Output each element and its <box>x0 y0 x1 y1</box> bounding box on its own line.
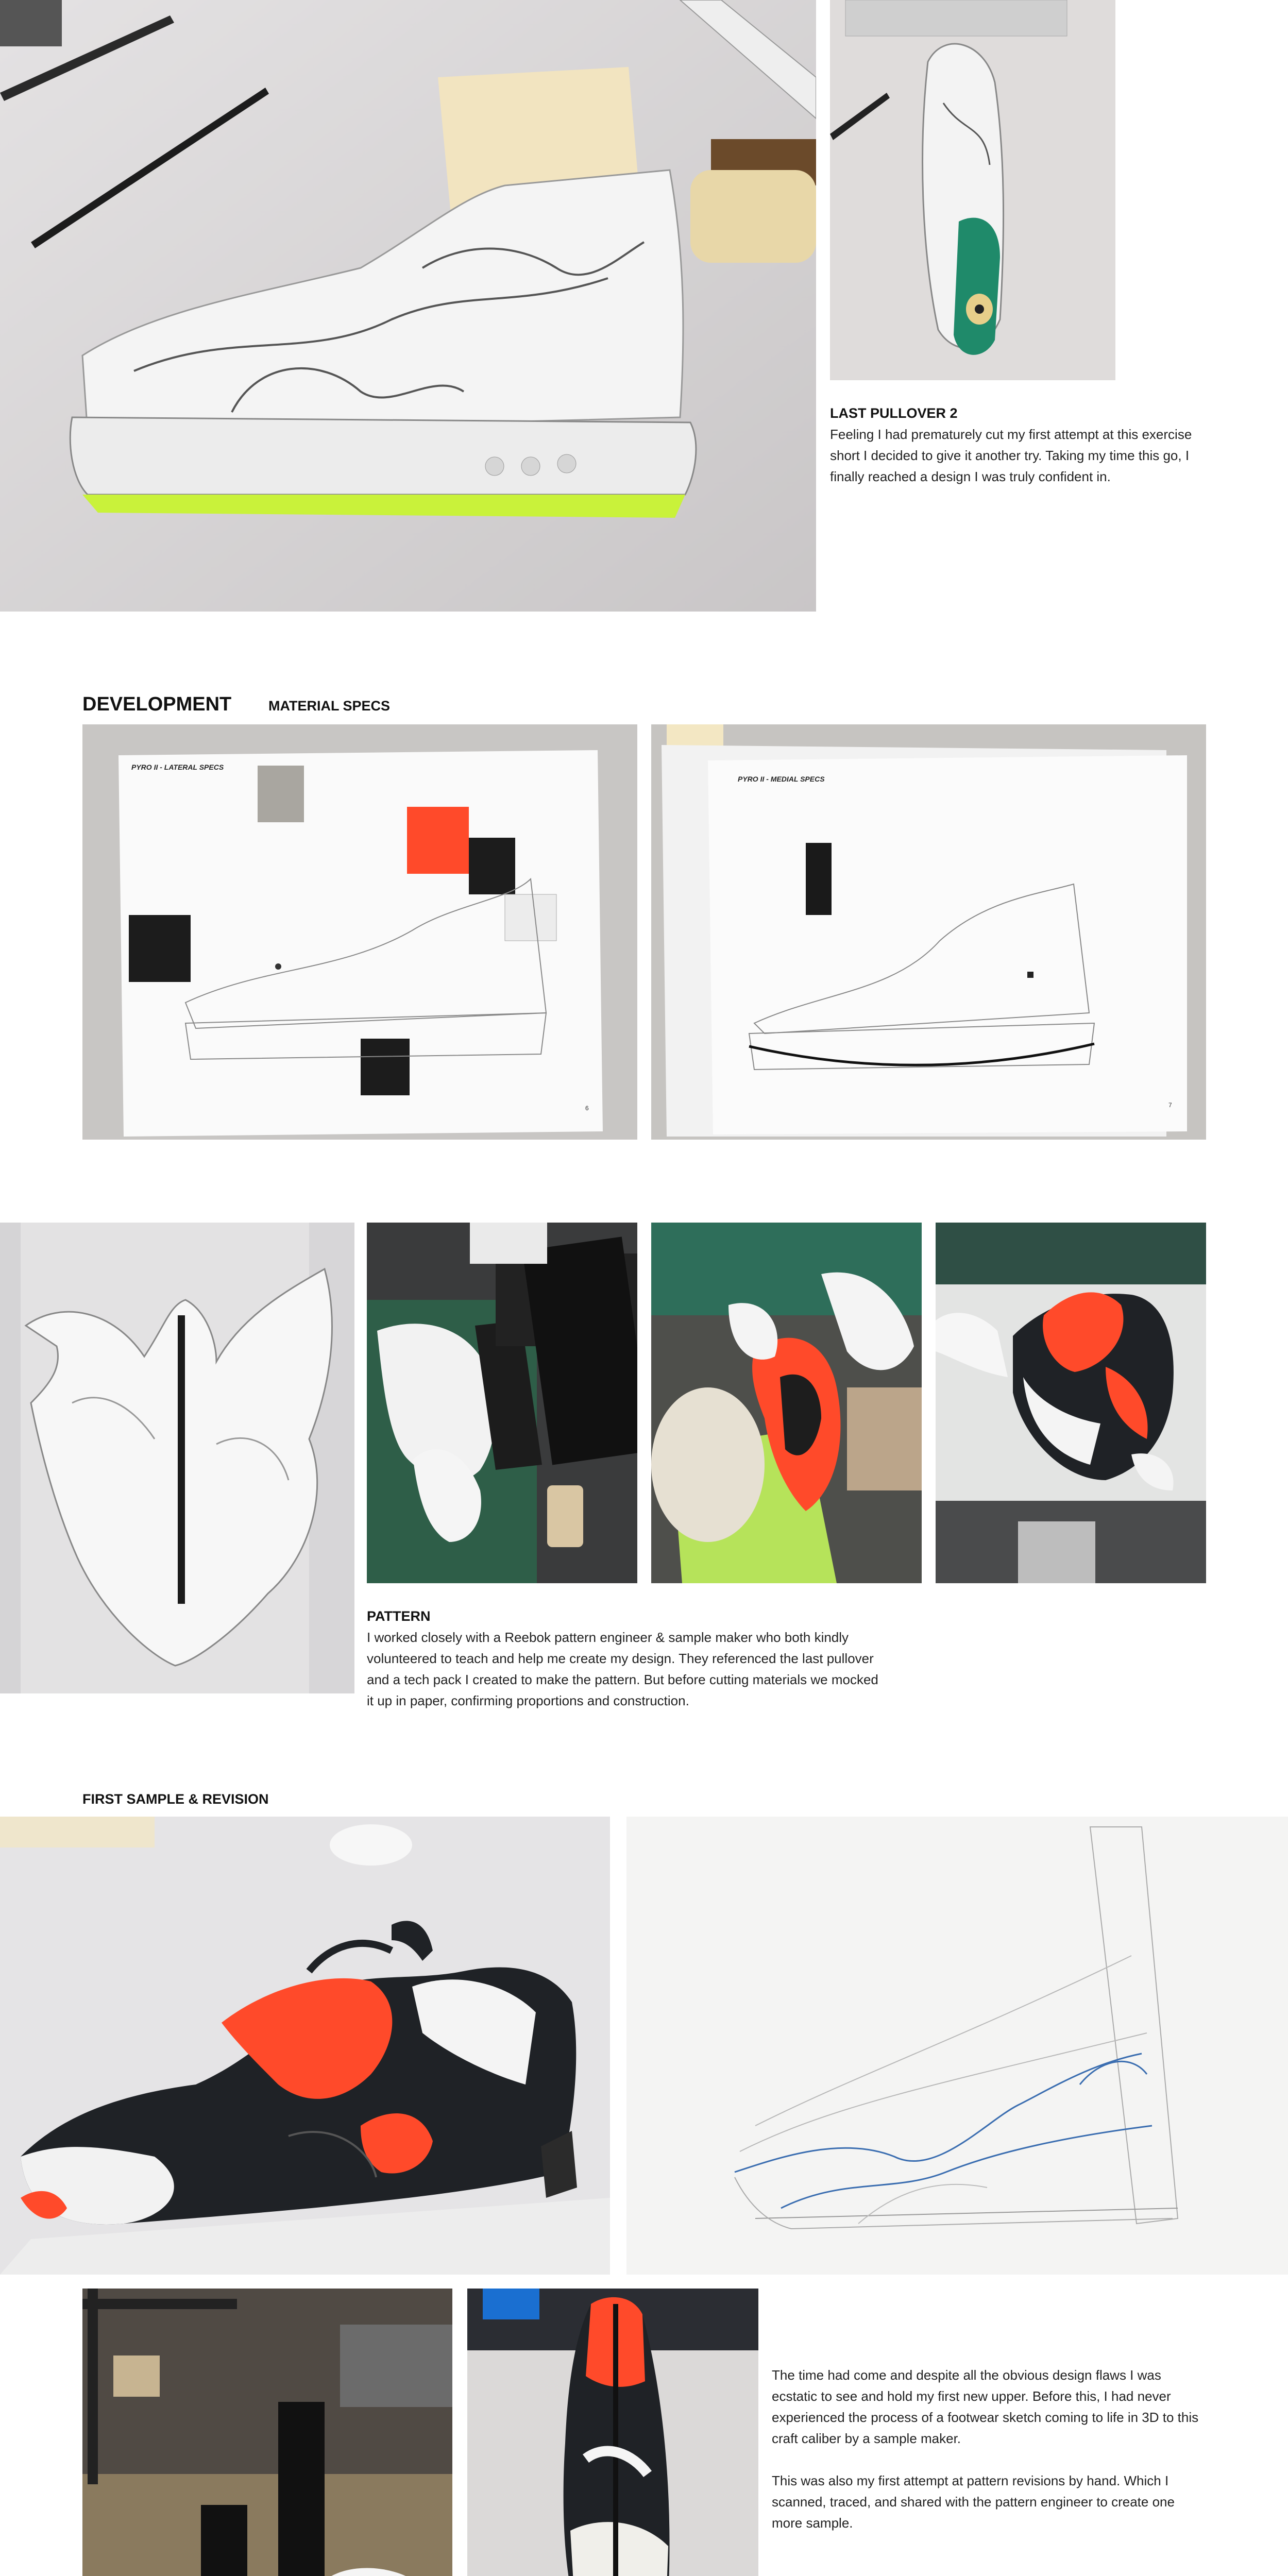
lateral-sheet-page-number: 6 <box>585 1105 589 1112</box>
last-pullover-body: Feeling I had prematurely cut my first attempt at this exercise short I decided to give it another try. Taking my time this go, I finally reached a design I was truly confident in. <box>830 427 1192 484</box>
first-sample-photo <box>0 1817 610 2275</box>
pattern-body: I worked closely with a Reebok pattern engineer & sample maker who both kindly volunteered to teach and help me create my design. They referenced the last pullover and a tech pack I created to make the pattern. But before cutting materials we mocked it up in paper, confirming proportions and construction. <box>367 1630 878 1708</box>
paper-pieces-photo <box>651 1223 922 1583</box>
lateral-specs-photo <box>82 724 637 1140</box>
first-sample-paragraph-2: This was also my first attempt at pattern revisions by hand. Which I scanned, traced, and shared with the pattern engineer to create one more sample. <box>772 2473 1175 2531</box>
last-pullover-title: LAST PULLOVER 2 <box>830 405 958 421</box>
revision-sketch-photo <box>626 1817 1288 2275</box>
first-sample-heading: FIRST SAMPLE & REVISION <box>82 1791 269 1807</box>
on-foot-photo <box>82 2289 452 2576</box>
development-heading: DEVELOPMENT <box>82 693 232 715</box>
medial-sheet-title: PYRO II - MEDIAL SPECS <box>738 775 825 783</box>
pattern-cutting-photo <box>367 1223 637 1583</box>
sample-top-view-photo <box>467 2289 758 2576</box>
paper-mockup-photo <box>0 1223 354 1693</box>
pullover-top-photo <box>830 0 1115 380</box>
lateral-sheet-title: PYRO II - LATERAL SPECS <box>131 763 224 771</box>
pullover-side-photo <box>0 0 816 612</box>
first-sample-text-block <box>772 2365 1199 2534</box>
material-specs-heading: MATERIAL SPECS <box>268 698 391 714</box>
upper-assembly-photo <box>936 1223 1206 1583</box>
medial-specs-photo <box>651 724 1206 1140</box>
pattern-title: PATTERN <box>367 1608 431 1624</box>
first-sample-paragraph-1: The time had come and despite all the obvious design flaws I was ecstatic to see and hold my first new upper. Before this, I had never experienced the process of a footwear sketch coming to life in 3D to this craft caliber by a sample maker. <box>772 2367 1199 2446</box>
medial-sheet-page-number: 7 <box>1168 1101 1172 1109</box>
